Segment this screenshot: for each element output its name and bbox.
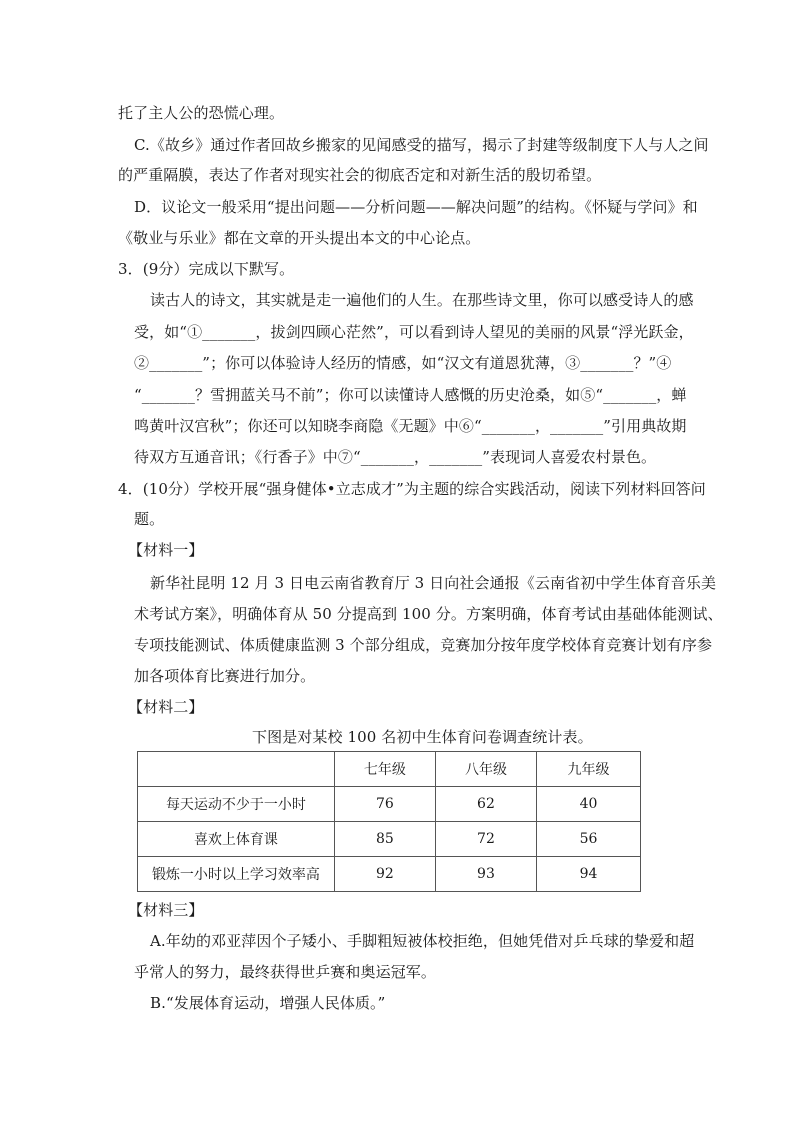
table-header-row	[138, 752, 641, 787]
table-row	[138, 787, 641, 822]
material-3-b: B.“发展体育运动，增强人民体质。”	[150, 994, 386, 1012]
option-c-line2: 的严重隔膜，表达了作者对现实社会的彻底否定和对新生活的殷切希望。	[118, 166, 602, 184]
table-header-cell: 七年级	[334, 752, 435, 787]
question-4-title-cont: 题。	[134, 510, 165, 528]
question-3-para-line4: “_______？雪拥蓝关马不前”；你可以读懂诗人感慨的历史沧桑，如⑤“_______，蝉	[134, 386, 687, 404]
question-3-para-line2: 受，如“①_______，拔剑四顾心茫然”，可以看到诗人望见的美丽的风景“浮光跃金，	[134, 323, 694, 341]
table-header-cell: 八年级	[435, 752, 536, 787]
option-d-line2: 《敬业与乐业》都在文章的开头提出本文的中心论点。	[118, 229, 481, 247]
table-cell: 94	[536, 857, 640, 892]
material-3-a-line2: 乎常人的努力，最终获得世乒赛和奥运冠军。	[134, 963, 437, 981]
question-4-title: 4．(10分）学校开展“强身健体•立志成才”为主题的综合实践活动，阅读下列材料回答问	[118, 480, 706, 498]
table-cell: 锻炼一小时以上学习效率高	[138, 857, 335, 892]
table-caption: 下图是对某校 100 名初中生体育问卷调查统计表。	[252, 728, 593, 746]
table-cell: 92	[334, 857, 435, 892]
material-3-heading: 【材料三】	[128, 901, 204, 919]
table-cell: 93	[435, 857, 536, 892]
table-header-cell	[138, 752, 335, 787]
table-cell: 40	[536, 787, 640, 822]
question-3-para-line5: 鸣黄叶汉宫秋”；你还可以知晓李商隐《无题》中⑥“_______，_______”引用典故期	[134, 417, 687, 435]
option-d-line1: D．议论文一般采用“提出问题——分析问题——解决问题”的结构。《怀疑与学问》和	[134, 198, 698, 216]
material-1-heading: 【材料一】	[128, 541, 204, 559]
question-3-para-line6: 待双方互通音讯；《行香子》中⑦“_______，_______”表现词人喜爱农村景色。	[134, 448, 657, 466]
survey-table	[137, 751, 641, 892]
table-row	[138, 857, 641, 892]
table-cell: 76	[334, 787, 435, 822]
material-1-line3: 专项技能测试、体质健康监测 3 个部分组成，竞赛加分按年度学校体育竞赛计划有序参	[134, 636, 713, 654]
material-2-heading: 【材料二】	[128, 698, 204, 716]
table-row	[138, 822, 641, 857]
option-c-line1: C.《故乡》通过作者回故乡搬家的见闻感受的描写，揭示了封建等级制度下人与人之间	[134, 136, 709, 154]
table-cell: 72	[435, 822, 536, 857]
option-b-continuation: 托了主人公的恐慌心理。	[118, 104, 285, 122]
question-3-title: 3．(9分）完成以下默写。	[118, 260, 295, 278]
table-cell: 喜欢上体育课	[138, 822, 335, 857]
table-cell: 56	[536, 822, 640, 857]
material-3-a-line1: A.年幼的邓亚萍因个子矮小、手脚粗短被体校拒绝，但她凭借对乒乓球的挚爱和超	[150, 932, 695, 950]
table-header-cell: 九年级	[536, 752, 640, 787]
material-1-line4: 加各项体育比赛进行加分。	[134, 667, 316, 685]
material-1-line2: 术考试方案》，明确体育从 50 分提高到 100 分。方案明确，体育考试由基础体能测试、	[134, 605, 723, 623]
material-1-line1: 新华社昆明 12 月 3 日电云南省教育厅 3 日向社会通报《云南省初中学生体育音乐美	[150, 574, 717, 592]
table-cell: 每天运动不少于一小时	[138, 787, 335, 822]
table-cell: 85	[334, 822, 435, 857]
question-3-para-line3: ②_______”；你可以体验诗人经历的情感，如“汉文有道恩犹薄，③_______？”④	[134, 354, 672, 372]
table-cell: 62	[435, 787, 536, 822]
question-3-para-line1: 读古人的诗文，其实就是走一遍他们的人生。在那些诗文里，你可以感受诗人的感	[150, 291, 694, 309]
